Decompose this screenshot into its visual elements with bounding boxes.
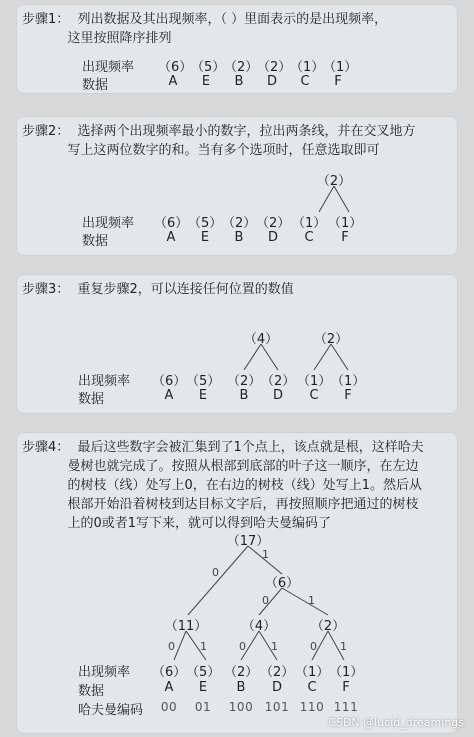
step2-freq: （2） (256, 216, 291, 231)
step2-freq: （1） (328, 216, 363, 231)
step4-freq: （1） (295, 665, 330, 680)
step4-node-root: （17） (226, 534, 270, 549)
step4-code: 00 (160, 700, 178, 714)
step2-freq: （2） (222, 216, 257, 231)
step4-bit: 0 (212, 566, 219, 579)
step1-freq: （1） (323, 60, 358, 75)
step2-freq: （5） (188, 216, 223, 231)
step1-line-2: 这里按照降序排列 (22, 31, 172, 46)
step4-freq: （2） (224, 665, 259, 680)
step4-code: 101 (264, 700, 290, 714)
step3-node-4: （4） (243, 332, 279, 347)
step3-letter: A (164, 388, 174, 403)
step1-panel (16, 4, 458, 94)
step1-freq: （6） (158, 60, 193, 75)
step4-bit: 0 (310, 640, 317, 653)
step4-line-3: 的树枝（线）处写上0，在右边的树枝（线）处写上1。然后从 (22, 478, 422, 493)
step1-letter: A (168, 74, 178, 89)
step2-panel (16, 116, 458, 256)
step4-line-2: 曼树也就完成了。按照从根部到底部的叶子这一顺序，在左边 (22, 459, 419, 474)
step2-freq-label: 出现频率 (82, 216, 135, 231)
step4-code: 110 (299, 700, 325, 714)
step1-freq: （2） (224, 60, 259, 75)
step4-panel (16, 432, 458, 734)
step4-code: 01 (194, 700, 212, 714)
step3-panel (16, 274, 458, 414)
step3-freq: （1） (297, 374, 332, 389)
step4-code: 100 (228, 700, 254, 714)
step3-letter: F (344, 388, 352, 403)
step4-letter: B (236, 680, 246, 695)
step1-letter: D (266, 74, 277, 89)
step4-letter: A (164, 680, 174, 695)
step2-letter: D (267, 230, 278, 245)
step2-letter: B (234, 230, 244, 245)
step4-node-11: （11） (164, 619, 208, 634)
step4-bit: 1 (262, 548, 269, 561)
step1-letter: B (234, 74, 244, 89)
step3-line-1: 步骤3： 重复步骤2，可以连接任何位置的数值 (22, 282, 294, 297)
step2-data-label: 数据 (82, 234, 109, 249)
step4-letter: F (342, 680, 350, 695)
step2-line-2: 写上这两位数字的和。当有多个选项时，任意选取即可 (22, 143, 380, 158)
step3-freq: （2） (227, 374, 262, 389)
step4-node-4: （4） (241, 619, 277, 634)
step1-freq: （1） (290, 60, 325, 75)
step4-bit: 0 (239, 640, 246, 653)
step4-node-2: （2） (310, 619, 346, 634)
step3-freq: （5） (186, 374, 221, 389)
step1-freq-label: 出现频率 (82, 60, 135, 75)
step1-letter: C (300, 74, 310, 89)
step4-bit: 1 (308, 594, 315, 607)
step4-freq: （1） (329, 665, 364, 680)
step4-code: 111 (333, 700, 359, 714)
step4-line-1: 步骤4： 最后这些数字会被汇集到了1个点上，该点就是根，这样哈夫 (22, 440, 424, 455)
step4-letter: C (307, 680, 317, 695)
step4-freq: （6） (152, 665, 187, 680)
watermark: CSDN @lucid_dreamings (328, 716, 464, 729)
step4-bit: 1 (340, 640, 347, 653)
step2-letter: C (304, 230, 314, 245)
step3-letter: B (239, 388, 249, 403)
step2-freq: （1） (292, 216, 327, 231)
step4-freq: （2） (260, 665, 295, 680)
step4-bit: 1 (200, 640, 207, 653)
step3-freq: （6） (152, 374, 187, 389)
step2-freq: （6） (154, 216, 189, 231)
step2-line-1: 步骤2： 选择两个出现频率最小的数字，拉出两条线，并在交叉地方 (22, 124, 416, 139)
step2-letter: A (166, 230, 176, 245)
step1-letter: F (334, 74, 342, 89)
step3-letter: D (272, 388, 283, 403)
step4-bit: 1 (271, 640, 278, 653)
step3-letter: E (198, 388, 208, 403)
step4-line-4: 根部开始沿着树枝到达目标文字后，再按照顺序把通过的树枝 (22, 497, 419, 512)
step3-freq: （1） (331, 374, 366, 389)
step3-node-2: （2） (313, 332, 349, 347)
step4-line-5: 上的0或者1写下来，就可以得到哈夫曼编码了 (22, 516, 331, 531)
step1-line-1: 步骤1： 列出数据及其出现频率，（ ）里面表示的是出现频率， (22, 12, 388, 27)
step3-letter: C (309, 388, 319, 403)
step4-code-label: 哈夫曼编码 (78, 703, 144, 718)
step4-data-label: 数据 (78, 684, 105, 699)
step4-freq: （5） (186, 665, 221, 680)
step1-freq: （5） (191, 60, 226, 75)
step3-freq-label: 出现频率 (78, 374, 131, 389)
step4-letter: D (271, 680, 282, 695)
step4-freq-label: 出现频率 (78, 665, 131, 680)
step3-data-label: 数据 (78, 392, 105, 407)
step4-node-6: （6） (264, 576, 300, 591)
step3-freq: （2） (261, 374, 296, 389)
step4-letter: E (198, 680, 208, 695)
step2-node: （2） (316, 174, 352, 189)
step2-letter: E (200, 230, 210, 245)
step4-bit: 0 (168, 640, 175, 653)
step1-letter: E (201, 74, 211, 89)
step2-letter: F (341, 230, 349, 245)
step1-data-label: 数据 (82, 78, 109, 93)
step4-bit: 0 (262, 594, 269, 607)
step1-freq: （2） (257, 60, 292, 75)
